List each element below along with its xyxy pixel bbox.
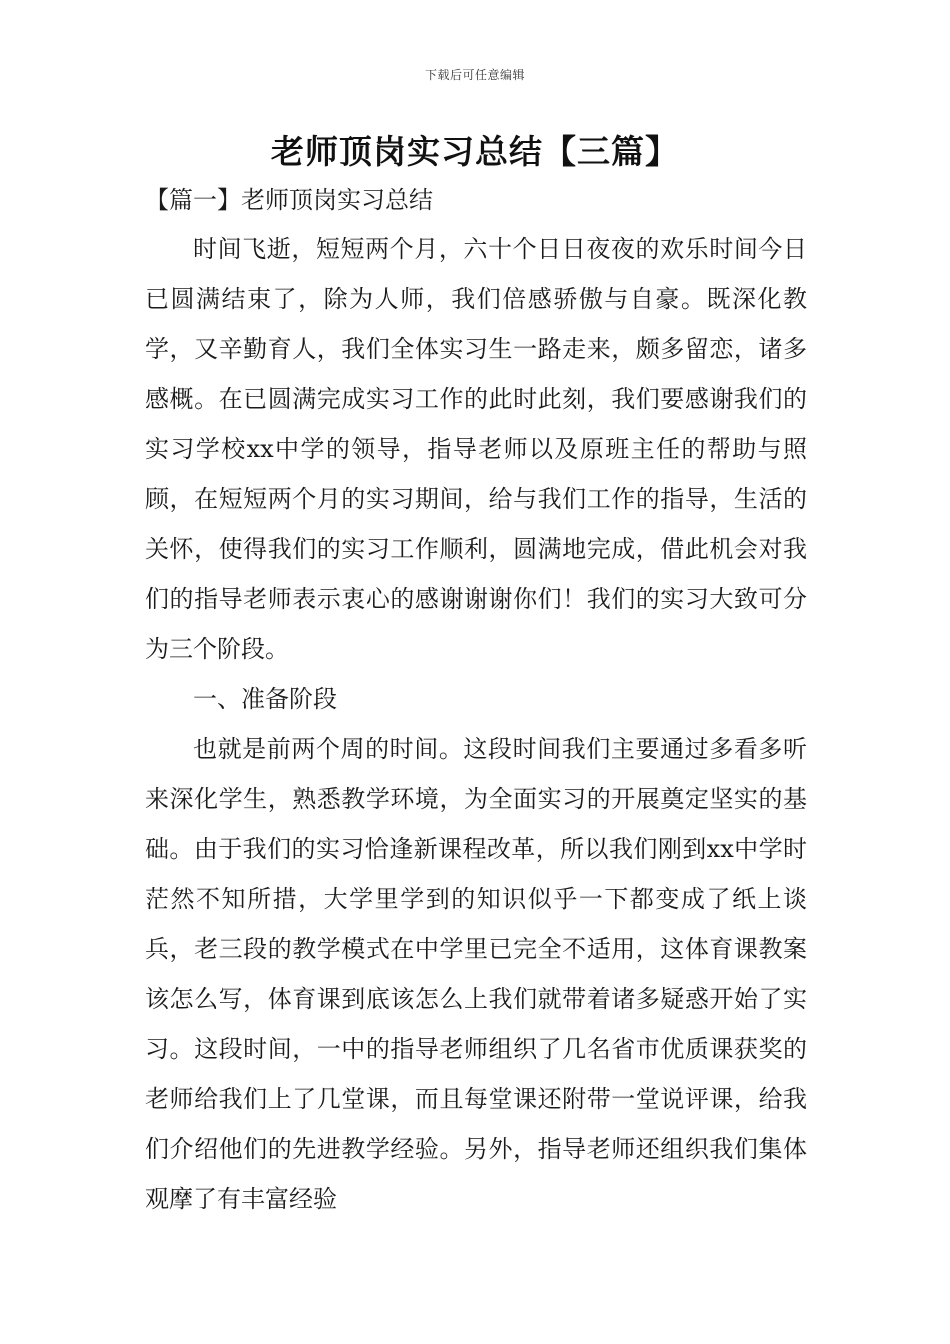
paragraph-stage-heading: 一、准备阶段 — [193, 685, 337, 713]
document-body — [145, 224, 807, 1224]
section-heading: 【篇一】老师顶岗实习总结 — [145, 186, 433, 214]
document-title: 老师顶岗实习总结【三篇】 — [271, 132, 679, 171]
paragraph-preparation: 也就是前两个周的时间。这段时间我们主要通过多看多听来深化学生，熟悉教学环境，为全面实习的开展奠定坚实的基础。由于我们的实习恰逢新课程改革，所以我们刚到xx中学时茫然不知所措，大学里学到的知识似乎一下都变成了纸上谈兵，老三段的教学模式在中学里已完全不适用，这体育课教案该怎么写，体育课到底该怎么上我们就带着诸多疑惑开始了实习。这段时间，一中的指导老师组织了几名省市优质课获奖的老师给我们上了几堂课，而且每堂课还附带一堂说评课，给我们介绍他们的先进教学经验。另外，指导老师还组织我们集体观摩了有丰富经验 — [145, 735, 807, 1213]
header-note: 下载后可任意编辑 — [424, 68, 525, 82]
paragraph-intro: 时间飞逝，短短两个月，六十个日日夜夜的欢乐时间今日已圆满结束了，除为人师，我们倍感骄傲与自豪。既深化教学，又辛勤育人，我们全体实习生一路走来，颇多留恋，诸多感概。在已圆满完成实习工作的此时此刻，我们要感谢我们的实习学校xx中学的领导，指导老师以及原班主任的帮助与照顾，在短短两个月的实习期间，给与我们工作的指导，生活的关怀，使得我们的实习工作顺利，圆满地完成，借此机会对我们的指导老师表示衷心的感谢谢谢你们！我们的实习大致可分为三个阶段。 — [145, 235, 807, 663]
